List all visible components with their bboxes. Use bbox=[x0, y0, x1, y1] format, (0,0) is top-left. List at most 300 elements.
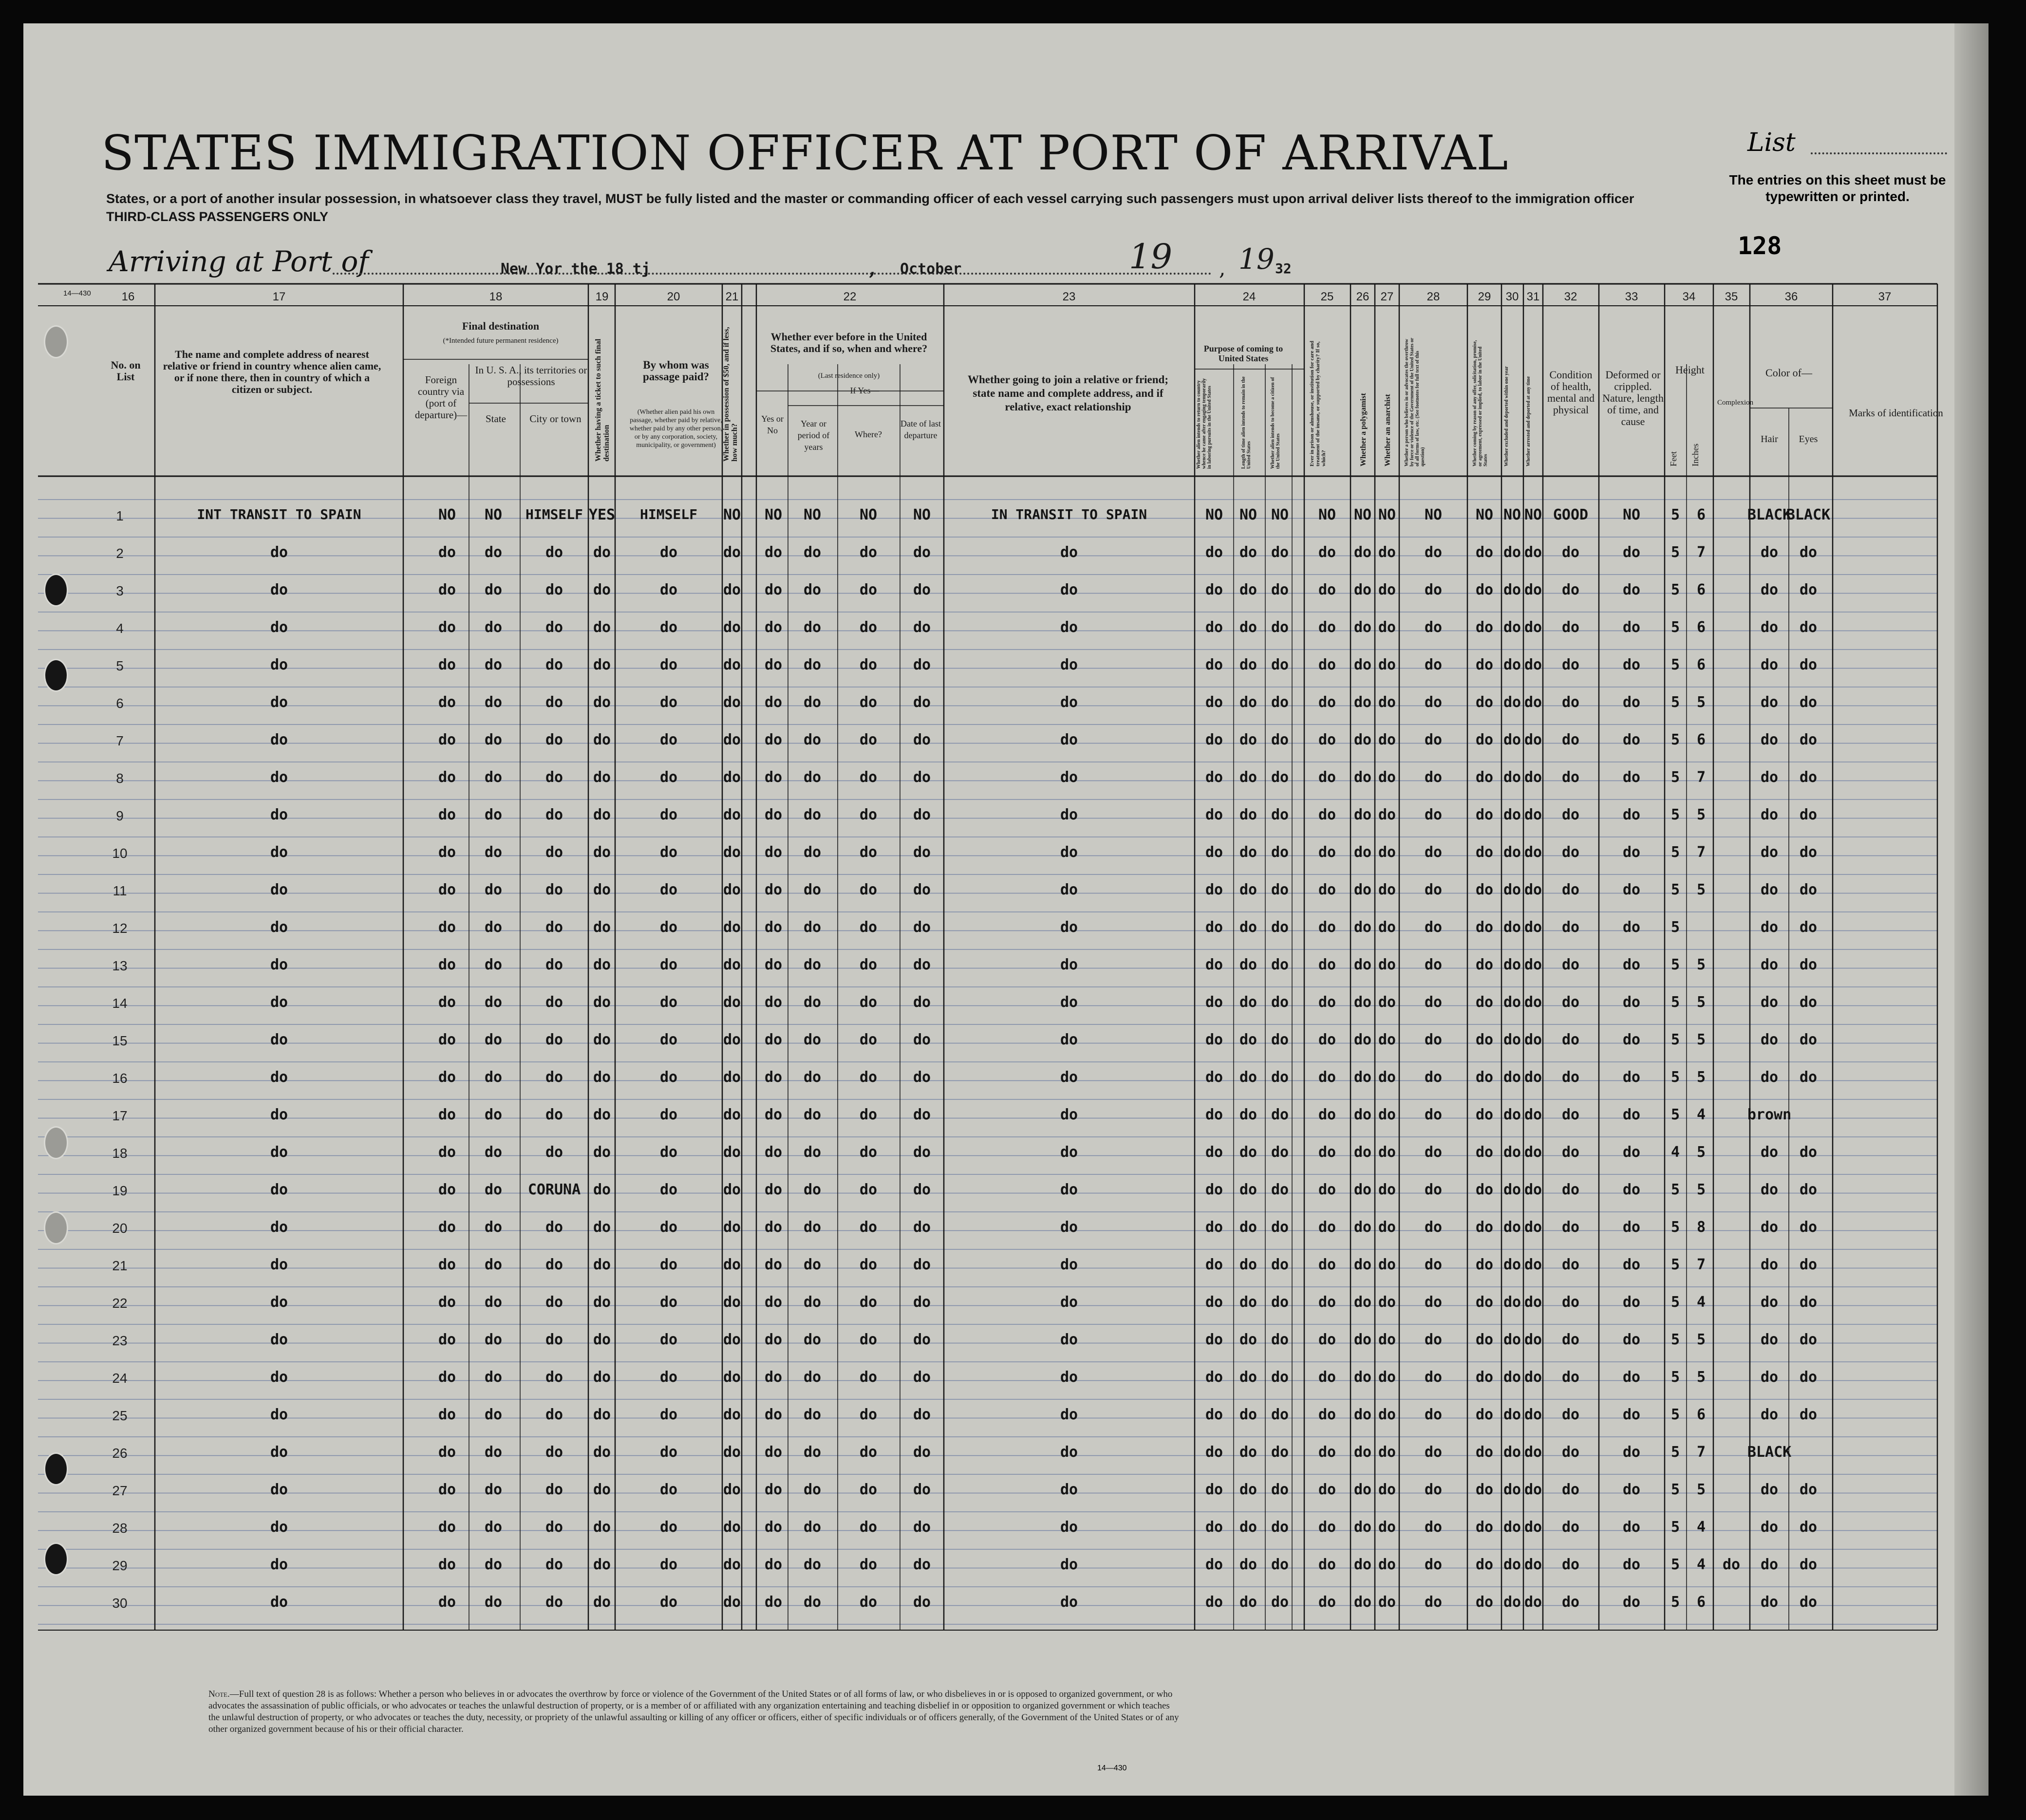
cell-anarch: NO bbox=[1378, 506, 1396, 523]
column-number: 23 bbox=[1062, 290, 1076, 303]
cell-p-b: do bbox=[1239, 1331, 1257, 1348]
cell-inches: 5 bbox=[1696, 881, 1706, 898]
cell-anarch: do bbox=[1378, 1219, 1396, 1236]
column-number: 30 bbox=[1505, 290, 1519, 303]
cell-years: do bbox=[803, 1406, 822, 1423]
cell-city: do bbox=[545, 544, 563, 561]
cell-excluded: do bbox=[1503, 881, 1521, 898]
cell-p-a: do bbox=[1205, 1369, 1223, 1386]
cell-p-a: do bbox=[1205, 619, 1223, 636]
row-number: 30 bbox=[112, 1596, 128, 1611]
cell-relative: do bbox=[270, 731, 288, 748]
cell-health: do bbox=[1561, 1219, 1580, 1236]
cell-foreign: do bbox=[438, 1519, 456, 1536]
cell-eyes: do bbox=[1799, 1594, 1818, 1611]
cell-feet: 5 bbox=[1670, 1331, 1680, 1348]
cell-health: do bbox=[1561, 806, 1580, 823]
cell-join: do bbox=[1060, 1519, 1078, 1536]
cell-eyes: do bbox=[1799, 844, 1818, 861]
cell-poly: do bbox=[1353, 844, 1372, 861]
cell-where: do bbox=[859, 1406, 878, 1423]
cell-feet: 5 bbox=[1670, 1256, 1680, 1273]
cell-money: do bbox=[723, 1369, 741, 1386]
cell-p-b: do bbox=[1239, 1144, 1257, 1161]
cell-join: do bbox=[1060, 544, 1078, 561]
cell-health: do bbox=[1561, 1331, 1580, 1348]
cell-hair: do bbox=[1760, 1069, 1779, 1086]
cell-p-a: do bbox=[1205, 1444, 1223, 1461]
cell-city: do bbox=[545, 1069, 563, 1086]
cell-years: do bbox=[803, 1481, 822, 1498]
cell-yesno: do bbox=[764, 1069, 783, 1086]
cell-date: do bbox=[913, 769, 931, 786]
cell-offer: do bbox=[1475, 1181, 1494, 1198]
cell-foreign: do bbox=[438, 1144, 456, 1161]
cell-years: do bbox=[803, 1031, 822, 1048]
cell-arrested: do bbox=[1524, 1069, 1542, 1086]
cell-relative: do bbox=[270, 1031, 288, 1048]
cell-deformed: do bbox=[1622, 1369, 1641, 1386]
cell-excluded: do bbox=[1503, 1256, 1521, 1273]
col22-year-header: Year or period of years bbox=[797, 419, 830, 452]
cell-years: do bbox=[803, 694, 822, 711]
cell-date: do bbox=[913, 1181, 931, 1198]
cell-yesno: do bbox=[764, 1444, 783, 1461]
cell-anarch: do bbox=[1378, 581, 1396, 598]
cell-paid: do bbox=[659, 1406, 678, 1423]
cell-date: do bbox=[913, 1444, 931, 1461]
cell-deformed: do bbox=[1622, 1069, 1641, 1086]
cell-anarch: do bbox=[1378, 1444, 1396, 1461]
cell-arrested: do bbox=[1524, 1031, 1542, 1048]
column-number: 34 bbox=[1682, 290, 1696, 303]
cell-deformed: do bbox=[1622, 694, 1641, 711]
cell-join: do bbox=[1060, 881, 1078, 898]
cell-anarch: do bbox=[1378, 1144, 1396, 1161]
cell-inches: 5 bbox=[1696, 694, 1706, 711]
cell-overthrow: do bbox=[1424, 994, 1443, 1011]
cell-overthrow: do bbox=[1424, 1594, 1443, 1611]
cell-prison: do bbox=[1318, 1331, 1336, 1348]
cell-money: do bbox=[723, 694, 741, 711]
cell-p-b: do bbox=[1239, 1594, 1257, 1611]
col27-header: Whether an anarchist bbox=[1384, 394, 1392, 466]
cell-health: do bbox=[1561, 1444, 1580, 1461]
cell-offer: do bbox=[1475, 694, 1494, 711]
cell-inches: 4 bbox=[1696, 1556, 1706, 1573]
cell-offer: do bbox=[1475, 1144, 1494, 1161]
cell-prison: do bbox=[1318, 956, 1336, 973]
cell-where: do bbox=[859, 1369, 878, 1386]
cell-date: do bbox=[913, 581, 931, 598]
cell-eyes: do bbox=[1799, 1556, 1818, 1573]
cell-feet: 5 bbox=[1670, 731, 1680, 748]
cell-join: do bbox=[1060, 1331, 1078, 1348]
cell-relative: do bbox=[270, 1256, 288, 1273]
cell-date: do bbox=[913, 1219, 931, 1236]
cell-hair: do bbox=[1760, 994, 1779, 1011]
cell-hair: do bbox=[1760, 694, 1779, 711]
cell-excluded: do bbox=[1503, 1331, 1521, 1348]
cell-excluded: do bbox=[1503, 994, 1521, 1011]
cell-years: do bbox=[803, 956, 822, 973]
cell-prison: do bbox=[1318, 1219, 1336, 1236]
cell-paid: do bbox=[659, 619, 678, 636]
cell-city: HIMSELF bbox=[525, 506, 583, 522]
cell-poly: do bbox=[1353, 619, 1372, 636]
cell-where: do bbox=[859, 769, 878, 786]
cell-relative: do bbox=[270, 1106, 288, 1123]
col20-subheader: (Whether alien paid his own passage, whether paid by relative, whether paid by any other person, or by any corporation, society, municipality, or government) bbox=[629, 409, 723, 449]
cell-join: do bbox=[1060, 956, 1078, 973]
cell-yesno: do bbox=[764, 544, 783, 561]
cell-arrested: do bbox=[1524, 1519, 1542, 1536]
cell-offer: do bbox=[1475, 1031, 1494, 1048]
cell-arrested: do bbox=[1524, 1369, 1542, 1386]
column-number: 25 bbox=[1320, 290, 1334, 303]
cell-where: do bbox=[859, 1444, 878, 1461]
cell-feet: 5 bbox=[1670, 806, 1680, 823]
cell-health: do bbox=[1561, 1481, 1580, 1498]
col18-city-header: City or town bbox=[529, 413, 582, 425]
cell-years: do bbox=[803, 1219, 822, 1236]
cell-ticket: do bbox=[593, 881, 611, 898]
cell-health: GOOD bbox=[1553, 506, 1589, 523]
cell-deformed: do bbox=[1622, 1594, 1641, 1611]
cell-arrested: do bbox=[1524, 1181, 1542, 1198]
cell-prison: do bbox=[1318, 1106, 1336, 1123]
col34-header: Height bbox=[1675, 364, 1705, 376]
cell-poly: do bbox=[1353, 881, 1372, 898]
cell-hair: do bbox=[1760, 1594, 1779, 1611]
cell-excluded: do bbox=[1503, 656, 1521, 673]
cell-paid: do bbox=[659, 1519, 678, 1536]
cell-deformed: do bbox=[1622, 1219, 1641, 1236]
cell-city: do bbox=[545, 1144, 563, 1161]
cell-p-c: do bbox=[1271, 1069, 1289, 1086]
cell-p-a: do bbox=[1205, 844, 1223, 861]
cell-where: do bbox=[859, 994, 878, 1011]
cell-relative: do bbox=[270, 1406, 288, 1423]
cell-health: do bbox=[1561, 994, 1580, 1011]
cell-yesno: do bbox=[764, 694, 783, 711]
cell-hair: do bbox=[1760, 1256, 1779, 1273]
cell-deformed: do bbox=[1622, 806, 1641, 823]
cell-hair: do bbox=[1760, 731, 1779, 748]
cell-state: do bbox=[484, 544, 503, 561]
cell-ticket: do bbox=[593, 1556, 611, 1573]
cell-relative: do bbox=[270, 956, 288, 973]
cell-yesno: do bbox=[764, 1481, 783, 1498]
cell-excluded: do bbox=[1503, 806, 1521, 823]
cell-money: do bbox=[723, 1406, 741, 1423]
cell-poly: do bbox=[1353, 1369, 1372, 1386]
cell-yesno: do bbox=[764, 956, 783, 973]
col32-header: Condition of health, mental and physical bbox=[1547, 369, 1595, 416]
cell-where: do bbox=[859, 844, 878, 861]
cell-feet: 5 bbox=[1670, 656, 1680, 673]
cell-where: do bbox=[859, 919, 878, 936]
cell-p-c: do bbox=[1271, 1481, 1289, 1498]
col36-header: Color of— bbox=[1765, 367, 1812, 379]
cell-money: do bbox=[723, 1069, 741, 1086]
cell-join: do bbox=[1060, 619, 1078, 636]
cell-deformed: do bbox=[1622, 1444, 1641, 1461]
cell-state: do bbox=[484, 806, 503, 823]
col24-header: Purpose of coming to United States bbox=[1203, 344, 1283, 363]
column-number: 29 bbox=[1478, 290, 1491, 303]
cell-p-a: do bbox=[1205, 1144, 1223, 1161]
cell-date: do bbox=[913, 806, 931, 823]
cell-p-a: do bbox=[1205, 1294, 1223, 1311]
cell-inches: 6 bbox=[1696, 1594, 1706, 1611]
cell-where: do bbox=[859, 1519, 878, 1536]
cell-foreign: do bbox=[438, 1331, 456, 1348]
cell-excluded: do bbox=[1503, 1481, 1521, 1498]
cell-money: do bbox=[723, 1444, 741, 1461]
cell-ticket: do bbox=[593, 619, 611, 636]
list-label: List bbox=[1747, 128, 1796, 157]
cell-feet: 5 bbox=[1670, 544, 1680, 561]
column-number: 35 bbox=[1725, 290, 1738, 303]
cell-health: do bbox=[1561, 881, 1580, 898]
cell-paid: do bbox=[659, 881, 678, 898]
cell-p-a: do bbox=[1205, 1481, 1223, 1498]
cell-ticket: do bbox=[593, 1331, 611, 1348]
cell-health: do bbox=[1561, 769, 1580, 786]
cell-relative: do bbox=[270, 1556, 288, 1573]
cell-offer: do bbox=[1475, 1444, 1494, 1461]
cell-yesno: do bbox=[764, 1106, 783, 1123]
row-number: 28 bbox=[112, 1521, 128, 1536]
cell-prison: do bbox=[1318, 1556, 1336, 1573]
cell-yesno: do bbox=[764, 581, 783, 598]
cell-money: do bbox=[723, 1031, 741, 1048]
cell-p-b: do bbox=[1239, 956, 1257, 973]
cell-inches: 6 bbox=[1696, 731, 1706, 748]
cell-excluded: do bbox=[1503, 1069, 1521, 1086]
col36-eyes-header: Eyes bbox=[1799, 434, 1818, 445]
cell-date: do bbox=[913, 544, 931, 561]
comma-mark: , bbox=[1219, 256, 1226, 280]
cell-overthrow: do bbox=[1424, 844, 1443, 861]
cell-relative: do bbox=[270, 1181, 288, 1198]
page-subtitle: States, or a port of another insular possession, in whatsoever class they travel, MUST be fully listed and the master or commanding officer of each vessel carrying such passengers must upon arrival deliver lists thereof to the immigration officer bbox=[106, 191, 1634, 206]
year-suffix: 32 bbox=[1275, 260, 1292, 277]
cell-yesno: do bbox=[764, 1256, 783, 1273]
cell-poly: do bbox=[1353, 544, 1372, 561]
cell-excluded: do bbox=[1503, 1444, 1521, 1461]
cell-poly: do bbox=[1353, 769, 1372, 786]
cell-years: do bbox=[803, 1519, 822, 1536]
cell-where: do bbox=[859, 1556, 878, 1573]
cell-hair: do bbox=[1760, 1181, 1779, 1198]
row-number: 10 bbox=[112, 846, 128, 861]
row-number: 7 bbox=[116, 733, 124, 748]
cell-join: do bbox=[1060, 806, 1078, 823]
cell-health: do bbox=[1561, 1406, 1580, 1423]
cell-prison: do bbox=[1318, 1369, 1336, 1386]
cell-p-b: do bbox=[1239, 1031, 1257, 1048]
cell-yesno: do bbox=[764, 1219, 783, 1236]
cell-eyes: do bbox=[1799, 581, 1818, 598]
cell-p-c: NO bbox=[1271, 506, 1289, 523]
cell-poly: do bbox=[1353, 1031, 1372, 1048]
cell-offer: do bbox=[1475, 1369, 1494, 1386]
cell-prison: do bbox=[1318, 806, 1336, 823]
cell-feet: 5 bbox=[1670, 506, 1680, 523]
cell-relative: do bbox=[270, 1331, 288, 1348]
cell-date: do bbox=[913, 844, 931, 861]
cell-p-a: do bbox=[1205, 694, 1223, 711]
row-number: 9 bbox=[116, 808, 124, 823]
cell-hair: do bbox=[1760, 619, 1779, 636]
cell-money: do bbox=[723, 844, 741, 861]
cell-p-c: do bbox=[1271, 1519, 1289, 1536]
cell-eyes: do bbox=[1799, 806, 1818, 823]
cell-p-b: do bbox=[1239, 1406, 1257, 1423]
cell-date: do bbox=[913, 1031, 931, 1048]
cell-p-c: do bbox=[1271, 994, 1289, 1011]
cell-anarch: do bbox=[1378, 1331, 1396, 1348]
cell-overthrow: do bbox=[1424, 581, 1443, 598]
manifest-sheet bbox=[23, 23, 1988, 1796]
cell-p-a: do bbox=[1205, 1219, 1223, 1236]
cell-years: do bbox=[803, 919, 822, 936]
cell-money: do bbox=[723, 1106, 741, 1123]
cell-ticket: do bbox=[593, 1181, 611, 1198]
cell-arrested: do bbox=[1524, 1331, 1542, 1348]
cell-relative: do bbox=[270, 1444, 288, 1461]
cell-state: do bbox=[484, 1369, 503, 1386]
cell-date: NO bbox=[913, 506, 931, 523]
cell-join: do bbox=[1060, 994, 1078, 1011]
cell-date: do bbox=[913, 1294, 931, 1311]
cell-inches: 7 bbox=[1696, 844, 1706, 861]
cell-relative: do bbox=[270, 919, 288, 936]
cell-date: do bbox=[913, 1069, 931, 1086]
cell-p-c: do bbox=[1271, 1294, 1289, 1311]
cell-p-a: do bbox=[1205, 806, 1223, 823]
cell-inches: 5 bbox=[1696, 806, 1706, 823]
cell-ticket: do bbox=[593, 1444, 611, 1461]
cell-relative: do bbox=[270, 544, 288, 561]
cell-p-c: do bbox=[1271, 656, 1289, 673]
cell-foreign: do bbox=[438, 769, 456, 786]
cell-arrested: do bbox=[1524, 1219, 1542, 1236]
column-number: 26 bbox=[1356, 290, 1369, 303]
cell-health: do bbox=[1561, 581, 1580, 598]
cell-city: do bbox=[545, 994, 563, 1011]
cell-join: do bbox=[1060, 1256, 1078, 1273]
cell-deformed: do bbox=[1622, 1519, 1641, 1536]
col18-subheader: (*Intended future permanent residence) bbox=[443, 337, 559, 345]
cell-paid: do bbox=[659, 806, 678, 823]
cell-p-b: do bbox=[1239, 731, 1257, 748]
cell-deformed: do bbox=[1622, 544, 1641, 561]
cell-money: do bbox=[723, 881, 741, 898]
cell-p-a: do bbox=[1205, 1406, 1223, 1423]
cell-offer: do bbox=[1475, 919, 1494, 936]
cell-money: do bbox=[723, 1594, 741, 1611]
cell-p-b: do bbox=[1239, 769, 1257, 786]
cell-state: do bbox=[484, 1294, 503, 1311]
cell-p-b: do bbox=[1239, 881, 1257, 898]
cell-state: do bbox=[484, 619, 503, 636]
sheet-note: The entries on this sheet must be typewritten or printed. bbox=[1729, 172, 1946, 204]
row-number: 19 bbox=[112, 1183, 128, 1198]
cell-hair: do bbox=[1760, 1369, 1779, 1386]
cell-join: do bbox=[1060, 694, 1078, 711]
cell-poly: do bbox=[1353, 581, 1372, 598]
cell-p-a: NO bbox=[1205, 506, 1223, 523]
cell-arrested: do bbox=[1524, 656, 1542, 673]
cell-money: do bbox=[723, 1481, 741, 1498]
cell-city: do bbox=[545, 1369, 563, 1386]
cell-arrested: do bbox=[1524, 731, 1542, 748]
cell-state: NO bbox=[484, 506, 503, 523]
cell-p-b: do bbox=[1239, 1481, 1257, 1498]
cell-p-a: do bbox=[1205, 656, 1223, 673]
cell-eyes: do bbox=[1799, 769, 1818, 786]
cell-yesno: do bbox=[764, 731, 783, 748]
cell-state: do bbox=[484, 1444, 503, 1461]
cell-prison: do bbox=[1318, 1181, 1336, 1198]
cell-inches: 6 bbox=[1696, 506, 1706, 523]
cell-feet: 5 bbox=[1670, 769, 1680, 786]
cell-eyes: do bbox=[1799, 994, 1818, 1011]
cell-eyes: do bbox=[1799, 1519, 1818, 1536]
cell-state: do bbox=[484, 731, 503, 748]
cell-arrested: do bbox=[1524, 1481, 1542, 1498]
cell-inches: 7 bbox=[1696, 769, 1706, 786]
cell-inches: 5 bbox=[1696, 1181, 1706, 1198]
cell-overthrow: do bbox=[1424, 694, 1443, 711]
cell-poly: do bbox=[1353, 1181, 1372, 1198]
cell-hair: BLACK bbox=[1747, 506, 1792, 523]
cell-anarch: do bbox=[1378, 769, 1396, 786]
cell-paid: do bbox=[659, 1481, 678, 1498]
cell-state: do bbox=[484, 1219, 503, 1236]
cell-offer: do bbox=[1475, 1594, 1494, 1611]
cell-city: do bbox=[545, 731, 563, 748]
cell-foreign: do bbox=[438, 1594, 456, 1611]
cell-p-c: do bbox=[1271, 581, 1289, 598]
cell-city: do bbox=[545, 769, 563, 786]
cell-relative: do bbox=[270, 994, 288, 1011]
cell-deformed: do bbox=[1622, 844, 1641, 861]
cell-date: do bbox=[913, 694, 931, 711]
cell-health: do bbox=[1561, 1144, 1580, 1161]
cell-poly: do bbox=[1353, 994, 1372, 1011]
page-number: 128 bbox=[1738, 232, 1782, 260]
cell-date: do bbox=[913, 1481, 931, 1498]
cell-prison: do bbox=[1318, 1519, 1336, 1536]
cell-paid: do bbox=[659, 1444, 678, 1461]
col18-header: Final destination bbox=[462, 320, 540, 332]
cell-prison: do bbox=[1318, 1444, 1336, 1461]
cell-hair: do bbox=[1760, 1331, 1779, 1348]
cell-hair: do bbox=[1760, 1556, 1779, 1573]
cell-deformed: do bbox=[1622, 1556, 1641, 1573]
cell-health: do bbox=[1561, 1106, 1580, 1123]
row-number: 23 bbox=[112, 1333, 128, 1348]
cell-poly: do bbox=[1353, 1406, 1372, 1423]
cell-join: do bbox=[1060, 919, 1078, 936]
cell-overthrow: do bbox=[1424, 1444, 1443, 1461]
cell-state: do bbox=[484, 844, 503, 861]
cell-eyes: do bbox=[1799, 1406, 1818, 1423]
